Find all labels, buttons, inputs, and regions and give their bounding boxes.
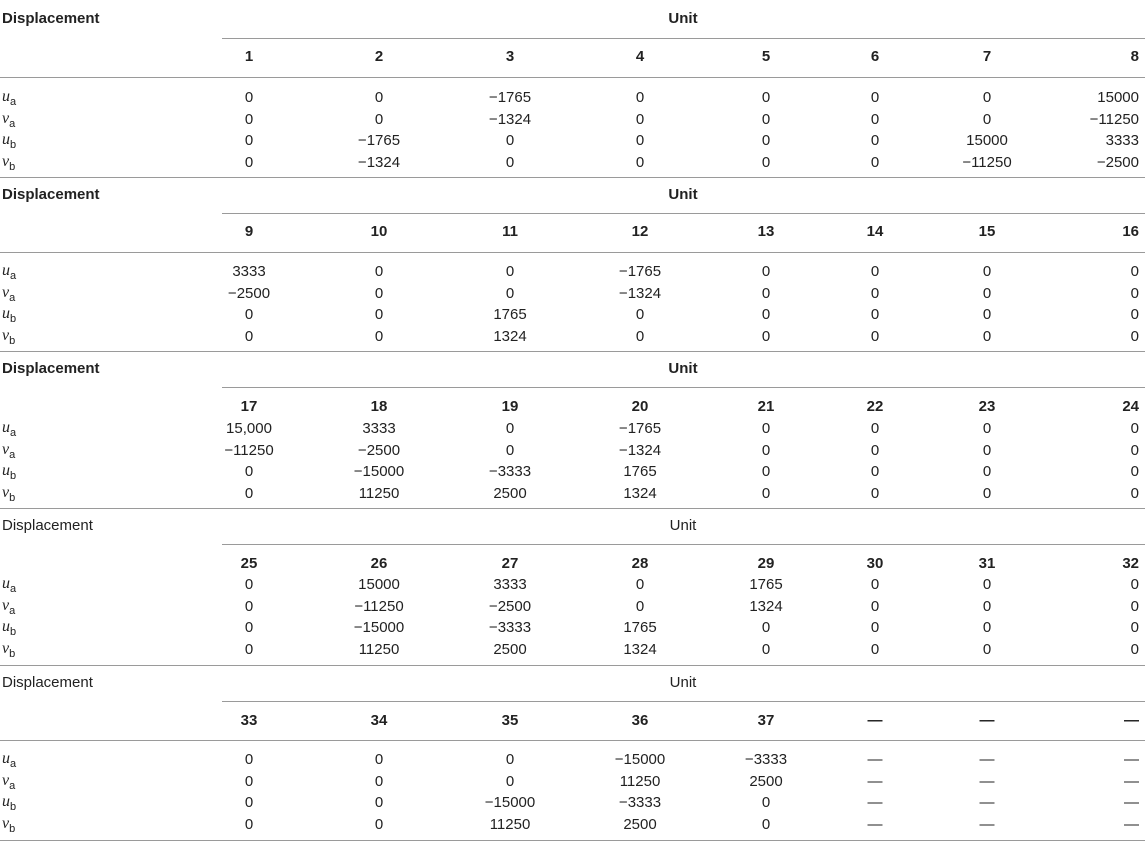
table-cell: −11250 [1089,110,1139,128]
row-label-subscript: a [9,779,16,792]
row-label-subscript: b [10,470,17,483]
table-cell: 0 [635,327,645,345]
table-cell: 0 [761,263,771,280]
row-label: $u_a$ [2,419,17,440]
table-cell: 0 [244,597,254,615]
table-cell: — [867,772,883,790]
table-cell: −2500 [227,284,271,302]
table-cell: 0 [244,327,254,345]
table-cell: 0 [870,110,880,128]
table-cell: −3333 [618,794,662,811]
table-cell: −3333 [744,751,788,768]
table-cell: 3333 [493,576,527,593]
table-cell: 0 [374,794,384,811]
table-cell: 0 [1130,640,1139,658]
table-cell: 0 [374,751,384,768]
table-cell: 0 [505,284,515,302]
displacement-header: Displacement [2,360,100,377]
unit-number: 36 [631,712,649,729]
unit-number: 8 [1130,48,1139,65]
table-cell: 0 [374,815,384,833]
row-label-subscript: b [10,626,17,639]
table-cell: −1765 [357,132,401,149]
table-cell: 0 [761,640,771,658]
table-cell: 0 [244,640,254,658]
table-cell: 0 [761,153,771,171]
table-cell: 0 [761,132,771,149]
table-cell: 0 [761,484,771,502]
row-label-subscript: a [10,96,17,109]
table-cell: 1765 [623,619,657,636]
table-cell: 0 [635,110,645,128]
row-label: $v_a$ [2,771,16,792]
table-cell: 0 [870,327,880,345]
table-cell: 11250 [358,640,400,658]
table-cell: 0 [982,89,992,106]
unit-number: 23 [978,398,996,415]
table-cell: 0 [1130,306,1139,323]
unit-number: 18 [370,398,388,415]
header-bottom-rule [0,77,1145,78]
table-cell: 0 [244,576,254,593]
table-cell: 0 [1130,619,1139,636]
table-cell: 3333 [232,263,266,280]
table-bottom-rule [0,840,1145,841]
unit-number: 16 [1122,223,1139,240]
unit-number: 10 [370,223,388,240]
unit-number: 2 [374,48,384,65]
unit-number: 9 [244,223,254,240]
unit-header-rule [222,213,1145,214]
table-cell: 0 [761,89,771,106]
table-cell: 0 [1130,463,1139,480]
table-cell: 1324 [623,640,657,658]
unit-number: 7 [982,48,992,65]
unit-number: 5 [761,48,771,65]
table-cell: 0 [1130,441,1139,459]
displacement-header: Displacement [2,517,93,534]
row-label: $u_a$ [2,262,17,283]
unit-number: 24 [1122,398,1139,415]
table-cell: 0 [635,132,645,149]
unit-number: 25 [240,555,258,572]
table-cell: 0 [505,153,515,171]
table-cell: 0 [505,263,515,280]
table-cell: 11250 [619,772,661,790]
row-label-subscript: a [9,448,16,461]
row-label-subscript: a [9,604,16,617]
table-cell: 2500 [749,772,783,790]
table-cell: 0 [374,306,384,323]
table-cell: — [867,815,883,833]
table-cell: 0 [505,441,515,459]
table-cell: 0 [982,420,992,437]
unit-number: 17 [240,398,258,415]
table-cell: 0 [244,463,254,480]
table-cell: 0 [982,640,992,658]
table-cell: −2500 [1096,153,1139,171]
table-cell: −11250 [354,597,404,615]
table-cell: — [867,751,883,768]
table-cell: 0 [244,751,254,768]
row-label-subscript: b [9,334,16,347]
unit-number: 26 [370,555,388,572]
table-cell: 0 [870,484,880,502]
table-cell: −3333 [488,463,532,480]
table-cell: 0 [870,153,880,171]
unit-number: 3 [505,48,515,65]
row-label: $v_b$ [2,639,16,660]
table-cell: 0 [244,619,254,636]
table-cell: 0 [761,420,771,437]
unit-group-header: Unit [669,674,697,691]
unit-number: 14 [866,223,884,240]
row-label-subscript: a [10,427,17,440]
unit-number: 1 [244,48,254,65]
table-cell: 2500 [493,640,527,658]
table-cell: 0 [870,263,880,280]
unit-group-header: Unit [668,360,698,377]
table-cell: 0 [1130,576,1139,593]
table-cell: 15000 [966,132,1008,149]
row-label: $u_a$ [2,88,17,109]
unit-number: 27 [501,555,519,572]
row-label-subscript: b [9,647,16,660]
unit-number: 19 [501,398,519,415]
row-label: $u_b$ [2,305,17,326]
table-cell: 0 [374,327,384,345]
table-cell: 0 [761,794,771,811]
table-cell: 0 [870,576,880,593]
unit-header-rule [222,387,1145,388]
table-cell: 0 [1130,327,1139,345]
table-cell: 0 [761,306,771,323]
table-cell: — [1124,772,1139,790]
displacement-header: Displacement [2,674,93,691]
table-cell: −1765 [488,89,532,106]
unit-number: — [979,712,995,729]
unit-number: 32 [1122,555,1139,572]
row-label-subscript: b [10,313,17,326]
table-cell: 0 [982,284,992,302]
table-cell: 0 [982,484,992,502]
table-cell: −11250 [224,441,274,459]
unit-number: 4 [635,48,645,65]
row-label: $v_b$ [2,326,16,347]
table-cell: 0 [1130,263,1139,280]
unit-number: 30 [866,555,884,572]
table-cell: 1765 [623,463,657,480]
table-cell: 0 [870,463,880,480]
unit-number: 13 [757,223,775,240]
table-cell: — [979,815,995,833]
table-cell: — [1124,794,1139,811]
table-cell: 0 [870,597,880,615]
table-cell: 11250 [358,484,400,502]
table-cell: 0 [505,751,515,768]
displacement-header: Displacement [2,186,100,203]
table-cell: 0 [635,597,645,615]
table-cell: 0 [761,110,771,128]
row-label-subscript: a [10,758,17,771]
table-cell: 0 [870,420,880,437]
table-cell: 1765 [749,576,783,593]
table-cell: −1765 [618,420,662,437]
row-label: $v_a$ [2,109,16,130]
unit-number: 11 [502,223,518,240]
table-cell: 0 [982,327,992,345]
table-cell: 1324 [623,484,657,502]
unit-number: — [867,712,883,729]
header-bottom-rule [0,252,1145,253]
table-cell: 0 [635,576,645,593]
table-cell: 0 [374,89,384,106]
table-cell: 0 [244,815,254,833]
unit-number: 20 [631,398,649,415]
row-label-subscript: a [10,270,17,283]
header-bottom-rule [0,740,1145,741]
table-cell: 0 [761,619,771,636]
table-cell: 2500 [623,815,657,833]
row-label-subscript: a [9,117,16,130]
unit-group-header: Unit [668,186,698,203]
table-cell: 0 [870,89,880,106]
table-cell: 0 [1130,597,1139,615]
table-cell: 0 [1130,284,1139,302]
table-cell: 0 [244,153,254,171]
unit-number: 12 [631,223,649,240]
table-cell: 1324 [749,597,783,615]
table-cell: 0 [635,306,645,323]
unit-header-rule [222,701,1145,702]
table-cell: 0 [761,815,771,833]
table-cell: — [1124,751,1139,768]
table-cell: — [979,794,995,811]
table-cell: 1324 [493,327,527,345]
table-cell: 2500 [493,484,527,502]
table-cell: 0 [244,89,254,106]
table-cell: 0 [870,284,880,302]
table-cell: — [867,794,883,811]
table-cell: −1324 [618,284,662,302]
table-cell: 0 [870,441,880,459]
table-cell: 3333 [362,420,396,437]
table-cell: 0 [374,263,384,280]
unit-number: 37 [757,712,775,729]
row-label: $u_b$ [2,462,17,483]
table-cell: 0 [1130,484,1139,502]
row-label: $u_a$ [2,575,17,596]
unit-header-rule [222,544,1145,545]
table-cell: −2500 [357,441,401,459]
table-cell: −11250 [962,153,1012,171]
table-cell: 0 [982,576,992,593]
table-cell: −15000 [353,463,405,480]
table-cell: 15,000 [226,420,272,437]
row-label: $u_b$ [2,793,17,814]
unit-number: 21 [757,398,775,415]
table-cell: 0 [982,463,992,480]
table-cell: 0 [982,597,992,615]
table-cell: −15000 [614,751,666,768]
unit-number: 28 [631,555,649,572]
unit-number: 22 [866,398,884,415]
table-cell: −2500 [488,597,532,615]
table-cell: −1324 [618,441,662,459]
table-cell: 3333 [1105,132,1139,149]
unit-number: 35 [501,712,519,729]
section-divider [0,177,1145,178]
unit-number: 15 [978,223,996,240]
table-cell: 0 [505,772,515,790]
row-label: $u_a$ [2,750,17,771]
row-label-subscript: b [9,491,16,504]
unit-number: 33 [240,712,258,729]
row-label: $u_b$ [2,618,17,639]
table-cell: 0 [244,794,254,811]
unit-number: — [1124,712,1139,729]
table-cell: 0 [982,441,992,459]
row-label-subscript: b [9,160,16,173]
table-cell: 0 [244,772,254,790]
row-label: $u_b$ [2,131,17,152]
row-label: $v_b$ [2,152,16,173]
table-cell: −15000 [353,619,405,636]
row-label-subscript: b [9,822,16,835]
row-label-subscript: a [10,583,17,596]
table-cell: −3333 [488,619,532,636]
table-cell: 0 [374,772,384,790]
row-label-subscript: b [10,139,17,152]
table-cell: 0 [374,110,384,128]
table-cell: 0 [244,132,254,149]
table-cell: 1765 [493,306,527,323]
table-cell: 0 [761,327,771,345]
unit-number: 29 [757,555,775,572]
table-cell: — [1124,815,1139,833]
section-divider [0,508,1145,509]
row-label-subscript: b [10,801,17,814]
table-cell: −1324 [488,110,532,128]
table-cell: 0 [982,306,992,323]
table-cell: 0 [982,263,992,280]
table-cell: 0 [761,284,771,302]
table-cell: 0 [982,110,992,128]
table-cell: −1765 [618,263,662,280]
table-cell: 15000 [1097,89,1139,106]
table-cell: 0 [761,463,771,480]
section-divider [0,351,1145,352]
unit-number: 34 [370,712,388,729]
table-cell: 0 [870,640,880,658]
table-cell: — [979,751,995,768]
unit-number: 6 [870,48,880,65]
table-cell: 0 [761,441,771,459]
table-cell: 0 [244,484,254,502]
unit-group-header: Unit [668,10,698,27]
unit-header-rule [222,38,1145,39]
table-cell: — [979,772,995,790]
table-cell: 0 [374,284,384,302]
table-cell: 11250 [489,815,531,833]
table-cell: −15000 [484,794,536,811]
row-label: $v_a$ [2,596,16,617]
table-cell: 15000 [358,576,400,593]
row-label: $v_b$ [2,483,16,504]
row-label: $v_b$ [2,814,16,835]
table-cell: 0 [244,110,254,128]
row-label: $v_a$ [2,283,16,304]
table-cell: 0 [870,619,880,636]
table-cell: 0 [635,89,645,106]
row-label: $v_a$ [2,440,16,461]
table-cell: 0 [1130,420,1139,437]
table-cell: 0 [870,306,880,323]
table-cell: 0 [870,132,880,149]
section-divider [0,665,1145,666]
table-cell: 0 [505,132,515,149]
table-cell: −1324 [357,153,401,171]
table-cell: 0 [505,420,515,437]
displacement-header: Displacement [2,10,100,27]
table-cell: 0 [635,153,645,171]
table-cell: 0 [244,306,254,323]
unit-number: 31 [978,555,996,572]
row-label-subscript: a [9,291,16,304]
unit-group-header: Unit [669,517,697,534]
table-cell: 0 [982,619,992,636]
